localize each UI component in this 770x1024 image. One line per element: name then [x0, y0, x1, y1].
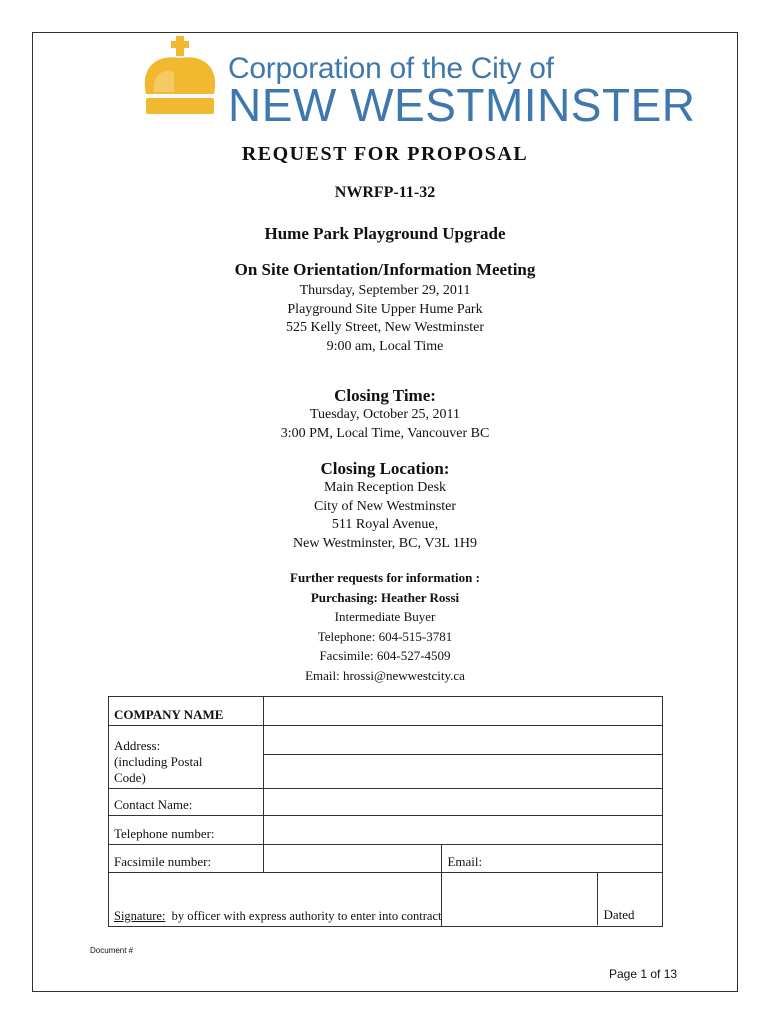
facsimile-label: Facsimile number:	[109, 845, 264, 873]
closing-hour: 3:00 PM, Local Time, Vancouver BC	[280, 426, 490, 441]
address-label: Address: (including Postal Code)	[109, 726, 264, 789]
closing-time-details	[0, 405, 770, 443]
facsimile-field[interactable]	[264, 845, 442, 873]
telephone-label: Telephone number:	[109, 816, 264, 845]
rfp-number: NWRFP-11-32	[334, 184, 436, 201]
email-label: Email:	[447, 854, 483, 869]
meeting-time: 9:00 am, Local Time	[326, 338, 444, 354]
closing-date: Tuesday, October 25, 2011	[309, 407, 461, 422]
city-logo	[140, 36, 696, 131]
page-number: Page 1 of 13	[609, 967, 678, 981]
logo-line-1: Corporation of the City of	[228, 52, 554, 85]
closing-location-line: City of New Westminster	[313, 498, 457, 514]
meeting-details	[0, 282, 770, 356]
company-name-field[interactable]	[264, 697, 663, 726]
meeting-site: Playground Site Upper Hume Park	[287, 301, 483, 317]
contact-name-label: Contact Name:	[109, 789, 264, 816]
document-title: REQUEST FOR PROPOSAL	[241, 143, 529, 165]
contact-name-field[interactable]	[264, 789, 663, 816]
contact-details	[0, 607, 770, 685]
closing-time-heading: Closing Time:	[334, 386, 436, 405]
closing-location-line: 511 Royal Avenue,	[331, 517, 439, 532]
contact-email: Email: hrossi@newwestcity.ca	[305, 667, 465, 683]
telephone-field[interactable]	[264, 816, 663, 845]
meeting-address: 525 Kelly Street, New Westminster	[285, 320, 485, 335]
signature-label: Signature:	[114, 909, 166, 923]
closing-location-line: New Westminster, BC, V3L 1H9	[293, 535, 477, 551]
closing-location-heading: Closing Location:	[320, 459, 450, 478]
purchasing-contact: Purchasing: Heather Rossi	[310, 590, 460, 605]
address-field[interactable]	[264, 726, 663, 789]
crown-icon	[140, 36, 220, 118]
company-info-form	[108, 696, 663, 927]
company-name-label: COMPANY NAME	[109, 697, 264, 726]
contact-telephone: Telephone: 604-515-3781	[317, 628, 453, 644]
contact-facsimile: Facsimile: 604-527-4509	[319, 648, 451, 663]
meeting-date: Thursday, September 29, 2011	[299, 283, 471, 298]
logo-line-2: NEW WESTMINSTER	[228, 79, 696, 131]
signature-description: by officer with express authority to enter into contract	[165, 909, 442, 923]
email-field[interactable]	[442, 845, 663, 873]
closing-location-details	[0, 479, 770, 553]
signature-field[interactable]	[109, 873, 442, 927]
project-name: Hume Park Playground Upgrade	[264, 224, 506, 243]
dated-field[interactable]	[442, 873, 663, 927]
dated-label: Dated	[603, 907, 635, 922]
closing-location-line: Main Reception Desk	[323, 480, 447, 495]
document-number: Document #	[90, 946, 134, 955]
buyer-title: Intermediate Buyer	[334, 609, 436, 624]
further-info-heading: Further requests for information :	[290, 570, 480, 585]
meeting-heading: On Site Orientation/Information Meeting	[234, 260, 536, 279]
